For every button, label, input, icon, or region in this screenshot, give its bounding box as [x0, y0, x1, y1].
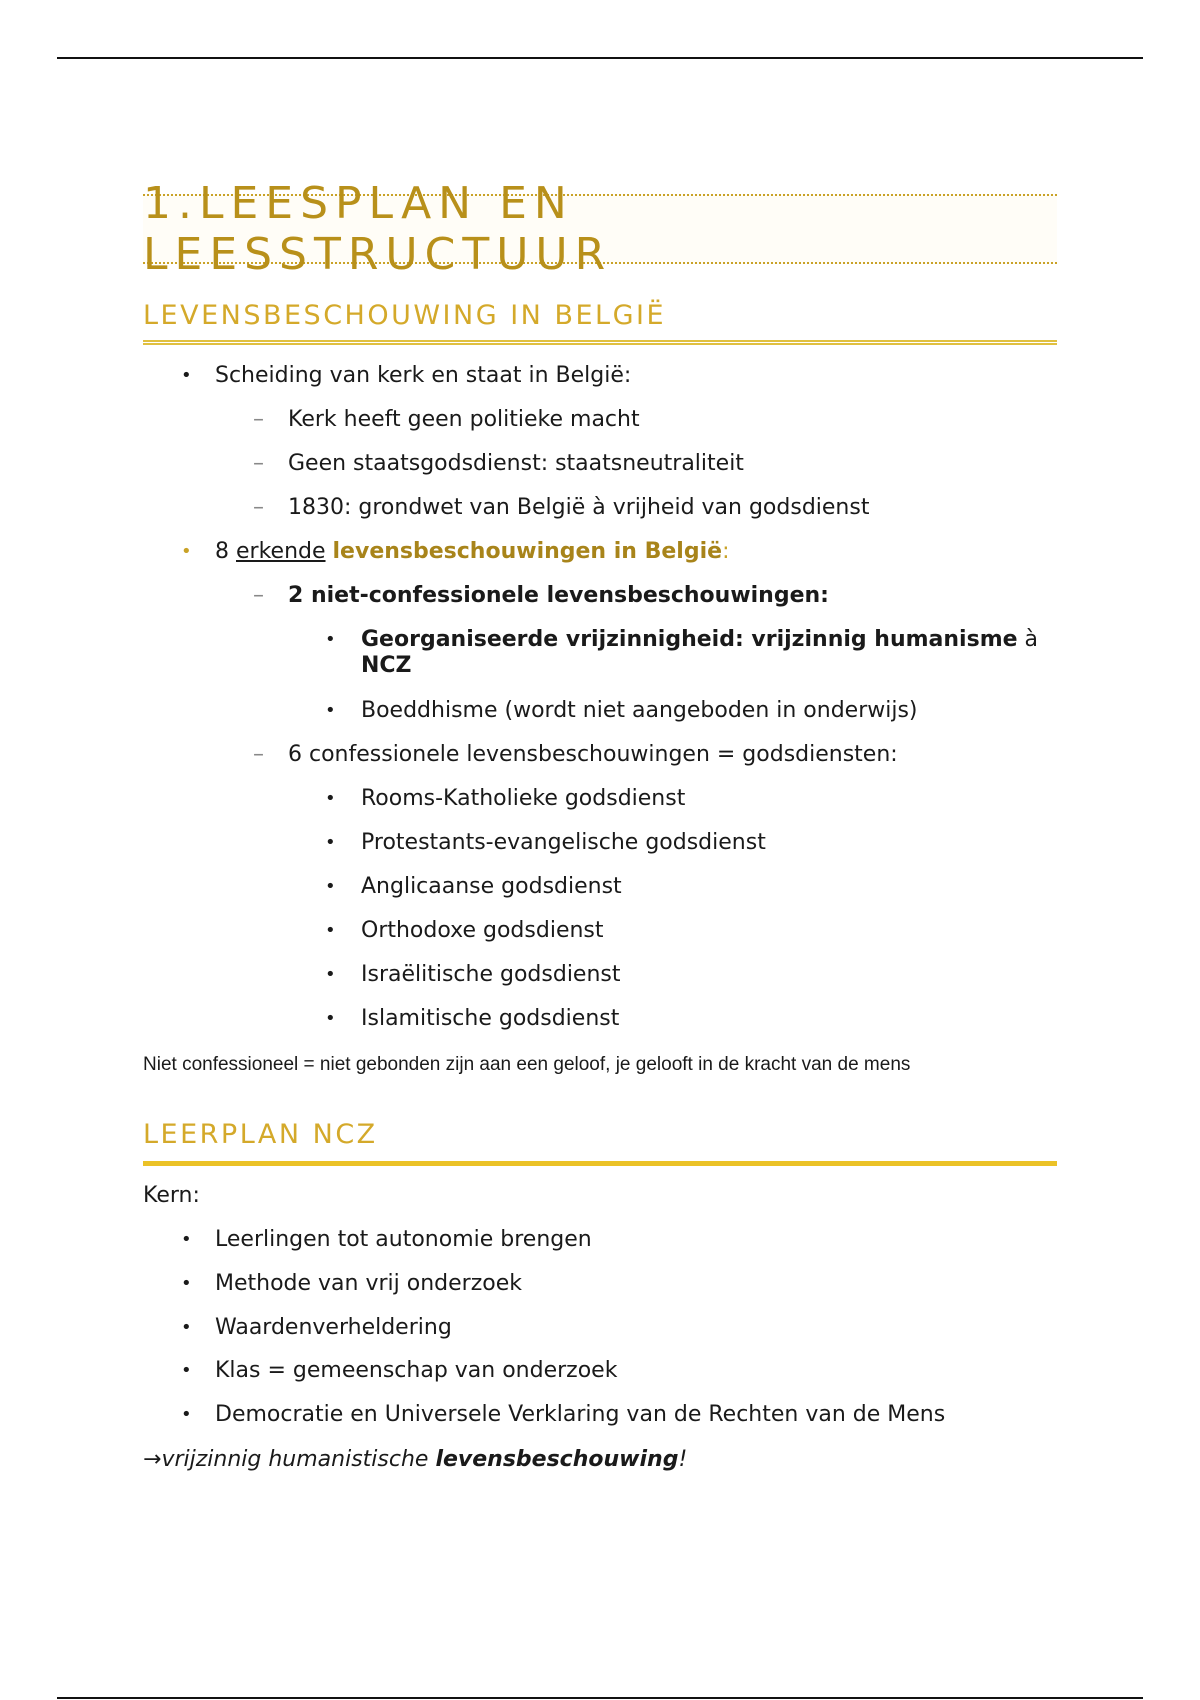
conclusion-line: →vrijzinnig humanistische levensbeschouwing!	[143, 1447, 688, 1472]
bullet-icon: •	[181, 1273, 192, 1294]
bullet-icon: •	[325, 788, 336, 809]
definition-note: Niet confessioneel = niet gebonden zijn aan een geloof, je gelooft in de kracht van de mens	[143, 1054, 911, 1075]
arrow-icon: →	[143, 1447, 162, 1472]
bullet-icon: •	[325, 1008, 336, 1029]
kern-label: Kern:	[143, 1183, 200, 1208]
bullet-icon: •	[325, 700, 336, 721]
bullet-icon: •	[325, 964, 336, 985]
bullet-icon: •	[325, 876, 336, 897]
dash-icon: –	[253, 583, 264, 608]
document-title-text: 1.LEESPLAN EN LEESSTRUCTUUR	[143, 178, 613, 280]
bullet-icon: •	[325, 629, 336, 650]
dash-icon: –	[253, 742, 264, 767]
bullet-icon: •	[181, 541, 192, 562]
bullet-icon: •	[181, 1317, 192, 1338]
section-heading-levensbeschouwing: LEVENSBESCHOUWING IN BELGIË	[143, 300, 1057, 345]
footer-rule	[57, 1697, 1143, 1699]
dash-icon: –	[253, 407, 264, 432]
header-rule	[57, 57, 1143, 59]
bullet-icon: •	[325, 832, 336, 853]
bullet-icon: •	[181, 1229, 192, 1250]
bullet-icon: •	[181, 365, 192, 386]
dash-icon: –	[253, 495, 264, 520]
bullet-icon: •	[181, 1360, 192, 1381]
bullet-icon: •	[325, 920, 336, 941]
document-title	[143, 178, 1057, 280]
section-heading-leerplan: LEERPLAN NCZ	[143, 1119, 1057, 1166]
bullet-icon: •	[181, 1404, 192, 1425]
dash-icon: –	[253, 451, 264, 476]
